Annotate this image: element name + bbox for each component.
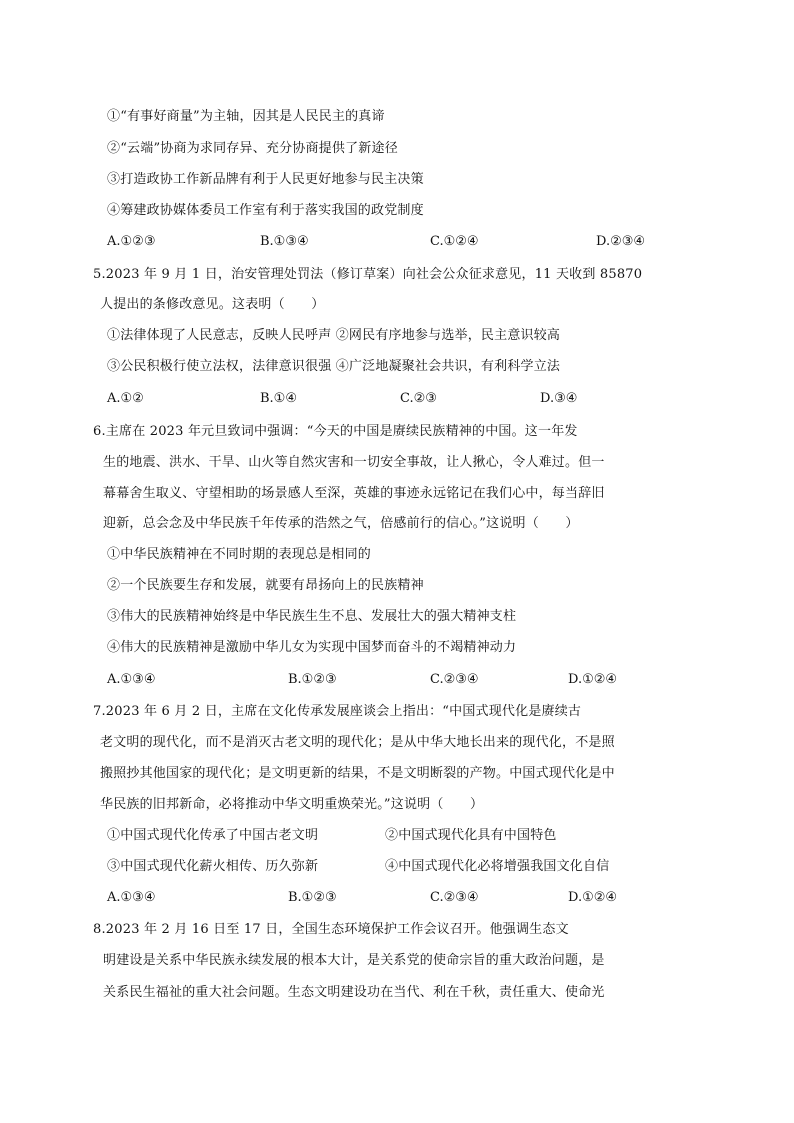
q7-option-a: A.①③④ bbox=[107, 890, 156, 905]
q6-option-c: C.②③④ bbox=[430, 672, 479, 687]
q5-option-b: B.①④ bbox=[260, 391, 297, 406]
q7-option-b: B.①②③ bbox=[288, 890, 337, 905]
q8-stem-line-1: 8.2023 年 2 月 16 日至 17 日，全国生态环境保护工作会议召开。他强调生态文 bbox=[93, 922, 569, 937]
q4-statement-3: ③打造政协工作新品牌有利于人民更好地参与民主决策 bbox=[107, 172, 424, 187]
q6-stem-line-3: 幕幕舍生取义、守望相助的场景感人至深，英雄的事迹永远铭记在我们心中，每当辞旧 bbox=[103, 486, 605, 501]
q6-stem-line-1: 6.主席在 2023 年元旦致词中强调：“今天的中国是赓续民族精神的中国。这一年发 bbox=[93, 424, 578, 439]
q7-option-d: D.①②④ bbox=[568, 890, 618, 905]
q6-option-a: A.①③④ bbox=[107, 672, 156, 687]
q6-stem-line-2: 生的地震、洪水、干旱、山火等自然灾害和一切安全事故，让人揪心，令人难过。但一 bbox=[103, 455, 605, 470]
q7-statement-4: ④中国式现代化必将增强我国文化自信 bbox=[385, 859, 610, 874]
q7-statement-1: ①中国式现代化传承了中国古老文明 bbox=[107, 828, 319, 843]
q6-option-d: D.①②④ bbox=[568, 672, 618, 687]
q7-statement-2: ②中国式现代化具有中国特色 bbox=[385, 828, 557, 843]
q4-option-b: B.①③④ bbox=[260, 234, 309, 249]
q5-option-a: A.①② bbox=[107, 391, 144, 406]
q4-option-c: C.①②④ bbox=[430, 234, 479, 249]
q7-statement-3: ③中国式现代化薪火相传、历久弥新 bbox=[107, 859, 319, 874]
q6-statement-1: ①中华民族精神在不同时期的表现总是相同的 bbox=[107, 547, 372, 562]
q5-option-c: C.②③ bbox=[400, 391, 437, 406]
q8-stem-line-2: 明建设是关系中华民族永续发展的根本大计，是关系党的使命宗旨的重大政治问题，是 bbox=[103, 953, 605, 968]
q4-option-a: A.①②③ bbox=[107, 234, 156, 249]
q6-statement-4: ④伟大的民族精神是激励中华儿女为实现中国梦而奋斗的不竭精神动力 bbox=[107, 640, 517, 655]
q4-statement-1: ①“有事好商量”为主轴，因其是人民民主的真谛 bbox=[107, 109, 385, 124]
q7-stem-line-1: 7.2023 年 6 月 2 日，主席在文化传承发展座谈会上指出：“中国式现代化是赓续古 bbox=[93, 704, 582, 719]
q6-option-b: B.①②③ bbox=[288, 672, 337, 687]
q7-stem-line-4: 华民族的旧邦新命，必将推动中华文明重焕荣光。”这说明（ ） bbox=[100, 797, 484, 812]
q5-option-d: D.③④ bbox=[540, 391, 578, 406]
q5-statements-2: ③公民积极行使立法权，法律意识很强 ④广泛地凝聚社会共识，有利科学立法 bbox=[107, 359, 561, 374]
q6-stem-line-4: 迎新，总会念及中华民族千年传承的浩然之气，倍感前行的信心。”这说明（ ） bbox=[103, 516, 579, 531]
q6-statement-3: ③伟大的民族精神始终是中华民族生生不息、发展壮大的强大精神支柱 bbox=[107, 609, 517, 624]
q5-statements-1: ①法律体现了人民意志，反映人民呼声 ②网民有序地参与选举，民主意识较高 bbox=[107, 328, 561, 343]
q5-stem-line-2: 人提出的条修改意见。这表明（ ） bbox=[100, 297, 325, 312]
q4-statement-2: ②“云端”协商为求同存异、充分协商提供了新途径 bbox=[107, 141, 398, 156]
q6-statement-2: ②一个民族要生存和发展，就要有昂扬向上的民族精神 bbox=[107, 578, 424, 593]
q7-option-c: C.②③④ bbox=[430, 890, 479, 905]
q4-statement-4: ④筹建政协媒体委员工作室有利于落实我国的政党制度 bbox=[107, 203, 424, 218]
q7-stem-line-2: 老文明的现代化，而不是消灭古老文明的现代化；是从中华大地长出来的现代化，不是照 bbox=[100, 735, 615, 750]
q4-option-d: D.②③④ bbox=[596, 234, 646, 249]
q5-stem-line-1: 5.2023 年 9 月 1 日，治安管理处罚法（修订草案）向社会公众征求意见，11 天收到 85870 bbox=[93, 267, 643, 282]
q8-stem-line-3: 关系民生福祉的重大社会问题。生态文明建设功在当代、利在千秋，责任重大、使命光 bbox=[103, 985, 605, 1000]
q7-stem-line-3: 搬照抄其他国家的现代化；是文明更新的结果，不是文明断裂的产物。中国式现代化是中 bbox=[100, 766, 615, 781]
